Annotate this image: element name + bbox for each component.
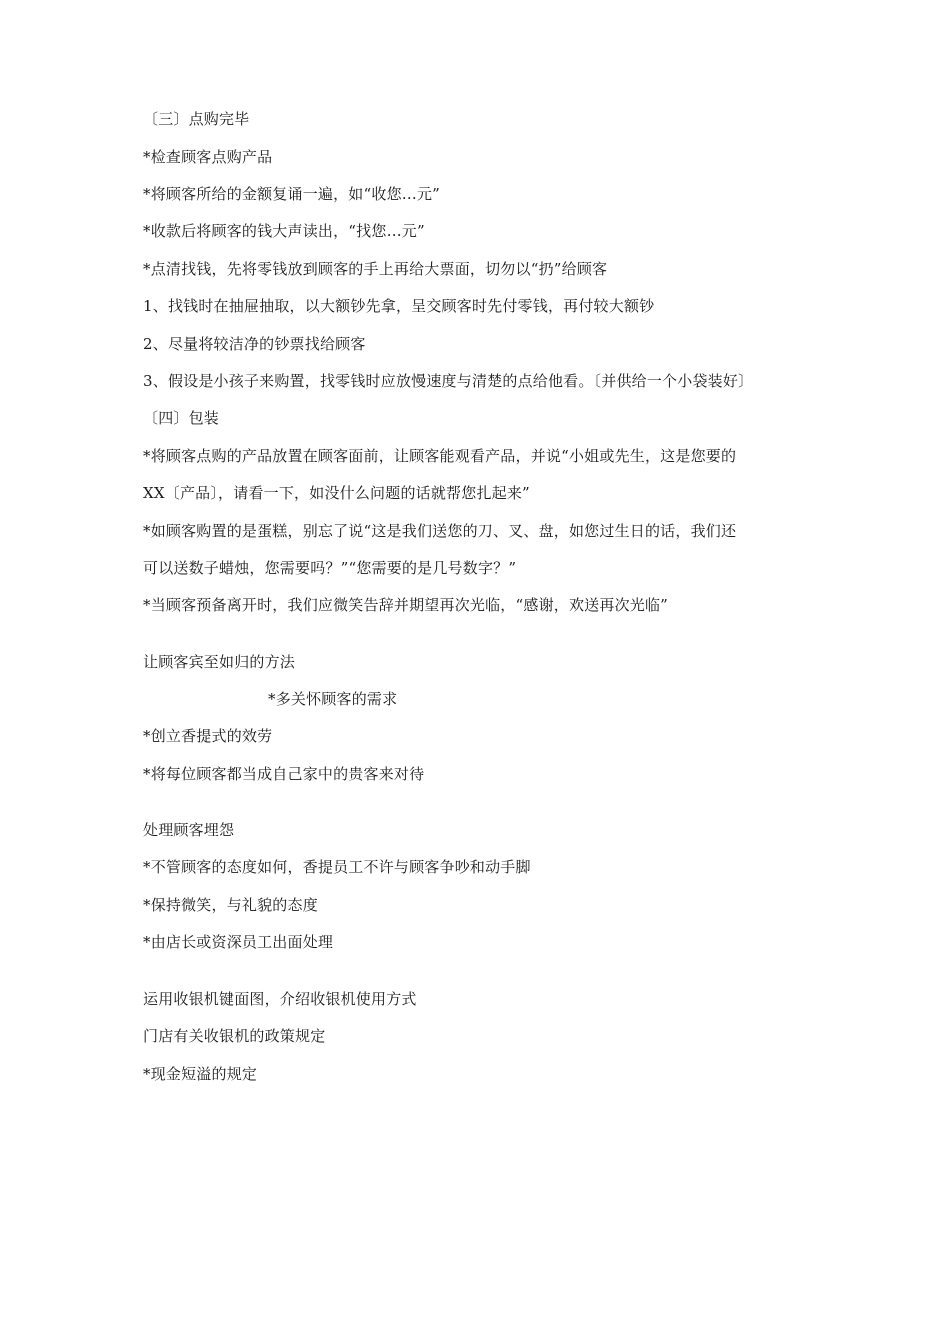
list-item: *将顾客所给的金额复诵一遍，如“收您…元” <box>143 185 441 203</box>
list-item: *不管顾客的态度如何，香提员工不许与顾客争吵和动手脚 <box>143 858 531 876</box>
list-item: 1、找钱时在抽屉抽取，以大额钞先拿，呈交顾客时先付零钱，再付较大额钞 <box>143 297 655 315</box>
list-item: *检查顾客点购产品 <box>143 148 273 166</box>
loyalty-heading: 让顾客宾至如归的方法 <box>143 653 296 671</box>
cash-register-line: *现金短溢的规定 <box>143 1065 258 1083</box>
list-item: *收款后将顾客的钱大声读出，“找您…元” <box>143 222 425 240</box>
cash-register-line: 门店有关收银机的政策规定 <box>143 1027 326 1045</box>
list-item: *当顾客预备离开时，我们应微笑告辞并期望再次光临，“感谢，欢送再次光临” <box>143 596 669 614</box>
list-item: *如顾客购置的是蛋糕，别忘了说“这是我们送您的刀、叉、盘，如您过生日的话，我们还 <box>143 522 737 540</box>
list-item: 2、尽量将较洁净的钞票找给顾客 <box>143 335 366 353</box>
list-item: *保持微笑，与礼貌的态度 <box>143 896 318 914</box>
list-item: *多关怀顾客的需求 <box>268 690 398 708</box>
list-item: *将顾客点购的产品放置在顾客面前，让顾客能观看产品，并说“小姐或先生，这是您要的 <box>143 447 737 465</box>
section-4-heading: 〔四〕包装 <box>143 409 220 427</box>
complaints-heading: 处理顾客埋怨 <box>143 821 235 839</box>
list-item: XX〔产品〕，请看一下，如没什么问题的话就帮您扎起来” <box>143 484 530 502</box>
list-item: *创立香提式的效劳 <box>143 727 273 745</box>
cash-register-line: 运用收银机键面图，介绍收银机使用方式 <box>143 990 417 1008</box>
list-item: *由店长或资深员工出面处理 <box>143 933 334 951</box>
list-item: *点清找钱，先将零钱放到顾客的手上再给大票面，切勿以“扔”给顾客 <box>143 260 608 278</box>
list-item: *将每位顾客都当成自己家中的贵客来对待 <box>143 765 425 783</box>
list-item: 可以送数子蜡烛，您需要吗？”“您需要的是几号数字？” <box>143 559 517 577</box>
list-item: 3、假设是小孩子来购置，找零钱时应放慢速度与清楚的点给他看。〔并供给一个小袋装好〕 <box>143 372 754 390</box>
section-3-heading: 〔三〕点购完毕 <box>143 110 250 128</box>
